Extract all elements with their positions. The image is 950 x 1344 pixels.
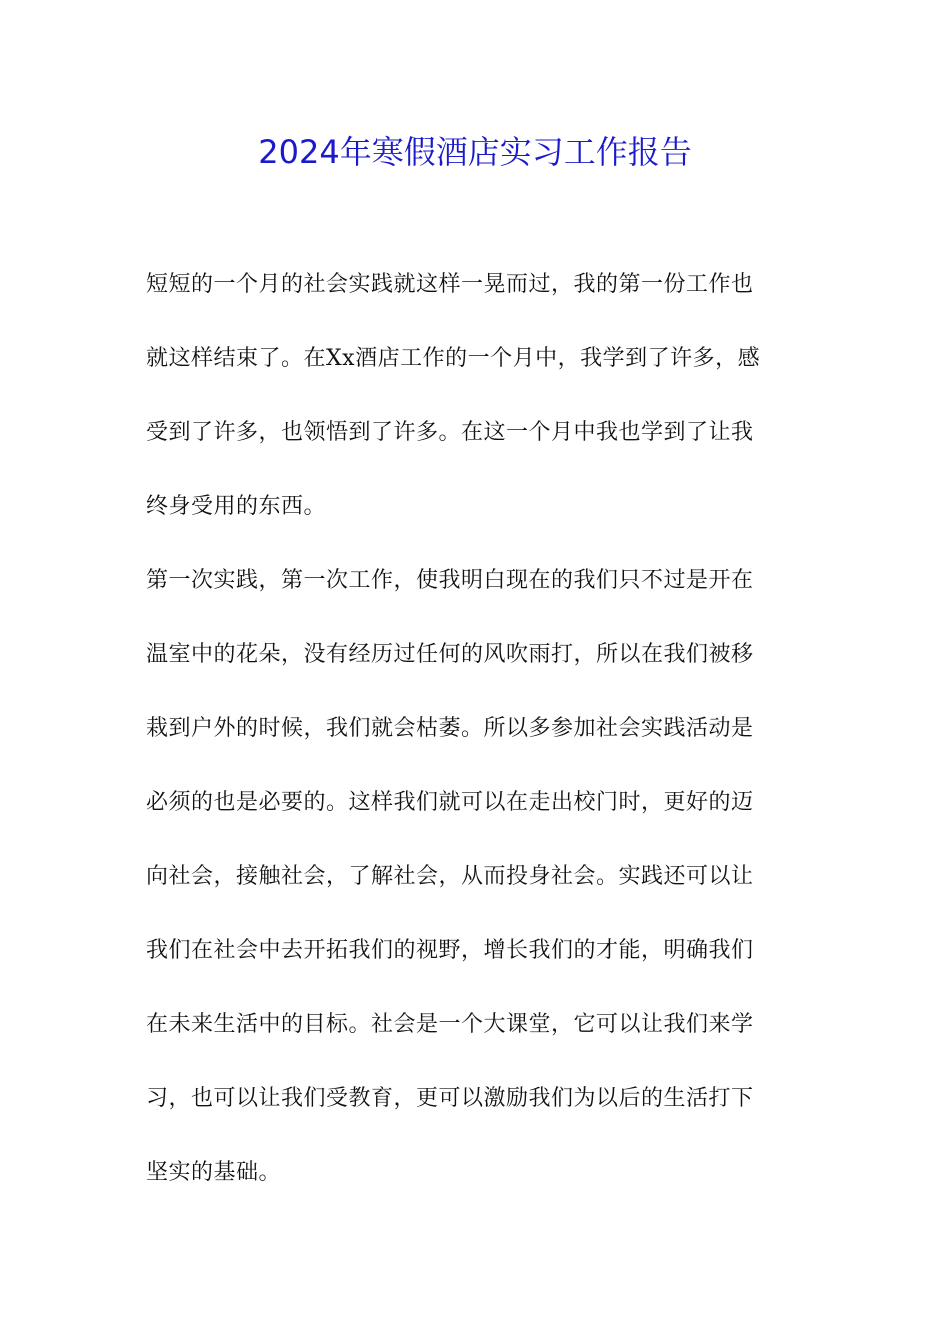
body-line: 我们在社会中去开拓我们的视野，增长我们的才能，明确我们 <box>146 938 754 963</box>
body-line: 就这样结束了。在Xx酒店工作的一个月中，我学到了许多，感 <box>146 346 761 371</box>
body-line: 栽到户外的时候，我们就会枯萎。所以多参加社会实践活动是 <box>146 716 754 741</box>
body-line: 在未来生活中的目标。社会是一个大课堂，它可以让我们来学 <box>146 1012 754 1037</box>
body-line: 习，也可以让我们受教育，更可以激励我们为以后的生活打下 <box>146 1086 754 1111</box>
body-line: 坚实的基础。 <box>146 1160 282 1185</box>
document-title: 2024年寒假酒店实习工作报告 <box>258 133 692 171</box>
body-line: 受到了许多，也领悟到了许多。在这一个月中我也学到了让我 <box>146 420 754 445</box>
document-body <box>146 258 806 1220</box>
body-line: 终身受用的东西。 <box>146 494 327 519</box>
body-line: 第一次实践，第一次工作，使我明白现在的我们只不过是开在 <box>146 568 754 593</box>
body-line: 向社会，接触社会，了解社会，从而投身社会。实践还可以让 <box>146 864 754 889</box>
body-line: 温室中的花朵，没有经历过任何的风吹雨打，所以在我们被移 <box>146 642 754 667</box>
body-line: 必须的也是必要的。这样我们就可以在走出校门时，更好的迈 <box>146 790 754 815</box>
body-line: 短短的一个月的社会实践就这样一晃而过，我的第一份工作也 <box>146 272 754 297</box>
